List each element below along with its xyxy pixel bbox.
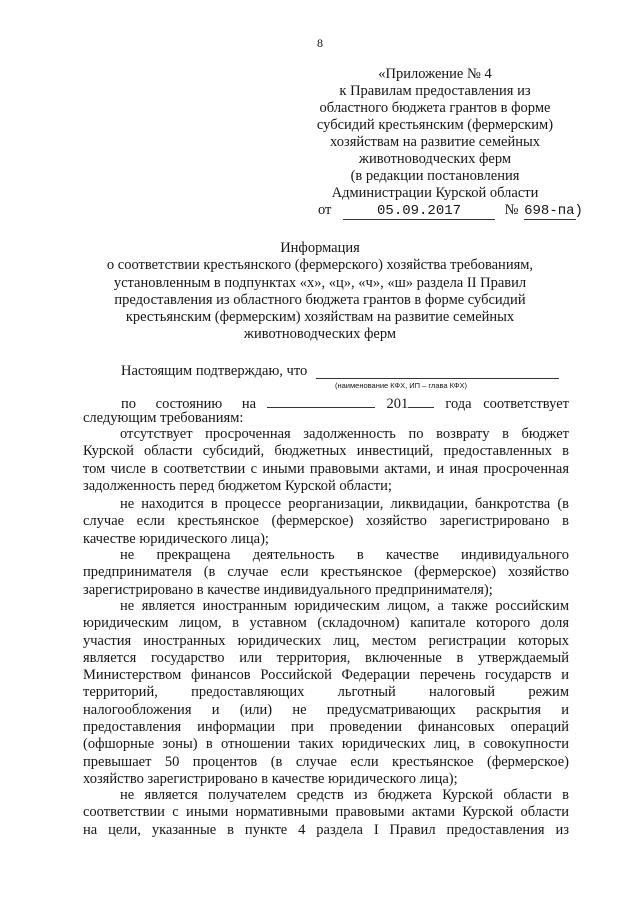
document-title <box>60 240 580 344</box>
text-line: юридическим лицом, в уставном (складочном) капитале которого доля <box>83 615 569 632</box>
number-prefix: № <box>504 202 519 218</box>
annex-date-line <box>318 202 583 220</box>
text-line: соответствии с иными нормативными правовыми актами Курской области <box>83 804 569 821</box>
resolution-number: 698-па) <box>524 203 583 219</box>
annex-header <box>300 66 570 202</box>
status-suffix: года соответствует <box>445 396 569 412</box>
title-line: животноводческих ферм <box>243 326 397 343</box>
paragraph-entrepreneur <box>83 547 569 599</box>
paragraph-debt <box>83 426 569 495</box>
text-line: следующим требованиям: <box>83 410 244 426</box>
date-prefix: от <box>318 202 332 218</box>
name-blank-caption: (наименование КФХ, ИП – глава КФХ) <box>335 381 467 390</box>
text-line: качестве юридического лица); <box>83 530 269 547</box>
text-line: зарегистрировано в качестве индивидуального предпринимателя); <box>83 581 493 598</box>
title-line: о соответствии крестьянского (фермерского) хозяйства требованиям, <box>106 257 534 274</box>
text-line: не является получателем средств из бюджета Курской области в <box>120 787 569 803</box>
text-line: не находится в процессе реорганизации, ликвидации, банкротства (в <box>120 496 569 512</box>
text-line: случае если крестьянское (фермерское) хозяйство зарегистрировано в <box>83 513 569 530</box>
year-blank <box>408 393 434 408</box>
paragraph-requirements-intro <box>83 410 569 427</box>
text-line: не прекращена деятельность в качестве индивидуального <box>120 547 569 563</box>
text-line: предоставления информации при проведении финансовых операций <box>83 719 569 736</box>
page-number: 8 <box>317 36 323 50</box>
text-line: Министерством финансов Российской Федерации перечень государств и <box>83 667 569 684</box>
text-line: (офшорные зоны) в отношении таких юридических лиц, в совокупности <box>83 736 569 753</box>
text-line: хозяйство зарегистрировано в качестве юридического лица); <box>83 770 458 787</box>
annex-line: хозяйствам на развитие семейных <box>330 134 540 150</box>
paragraph-foreign-entity <box>83 598 569 788</box>
resolution-date: 05.09.2017 <box>343 204 495 220</box>
annex-line: Администрации Курской области <box>331 185 539 201</box>
date-blank <box>267 393 375 408</box>
name-blank-line <box>316 378 559 379</box>
year-text: 201 <box>386 396 409 412</box>
paragraph-budget-recipient <box>83 787 569 839</box>
title-line: установленным в подпунктах «х», «ц», «ч», «ш» раздела II Правил <box>113 274 527 291</box>
text-line: участия иностранных юридических лиц, местом регистрации которых <box>83 632 569 649</box>
annex-line: животноводческих ферм <box>358 151 512 167</box>
annex-line: (в редакции постановления <box>350 168 520 184</box>
text-line: является государство или территория, включенные в утверждаемый <box>83 649 569 666</box>
annex-line: «Приложение № 4 <box>378 66 492 82</box>
text-line: задолженность перед бюджетом Курской области; <box>83 477 392 494</box>
annex-line: областного бюджета грантов в форме <box>319 100 551 116</box>
text-line: территорий, предоставляющих льготный налоговый режим <box>83 684 569 701</box>
annex-line: субсидий крестьянским (фермерским) <box>316 117 554 133</box>
annex-line: к Правилам предоставления из <box>339 83 531 99</box>
text-line: том числе в соответствии с иными правовыми актами, и иная просроченная <box>83 460 569 477</box>
text-line: предпринимателя (в случае если крестьянское (фермерское) хозяйство <box>83 564 569 581</box>
title-line: Информация <box>280 240 360 256</box>
paragraph-reorganization <box>83 496 569 548</box>
title-line: крестьянским (фермерским) хозяйствам на развитие семейных <box>125 309 515 326</box>
text-line: отсутствует просроченная задолженность по возврату в бюджет <box>120 426 569 442</box>
text-line: превышает 50 процентов (в случае если крестьянское (фермерское) <box>83 753 569 770</box>
title-line: предоставления из областного бюджета грантов в форме субсидий <box>114 291 526 308</box>
confirm-text: Настоящим подтверждаю, что <box>121 363 308 379</box>
text-line: Курской области субсидий, бюджетных инвестиций, предоставленных в <box>83 443 569 460</box>
text-line: налогообложения и (или) не предусматривающих раскрытия и <box>83 701 569 718</box>
text-line: на цели, указанные в пункте 4 раздела I Правил предоставления из <box>83 821 569 838</box>
text-line: не является иностранным юридическим лицом, а также российским <box>120 598 569 614</box>
status-prefix: по состоянию на <box>121 396 257 412</box>
